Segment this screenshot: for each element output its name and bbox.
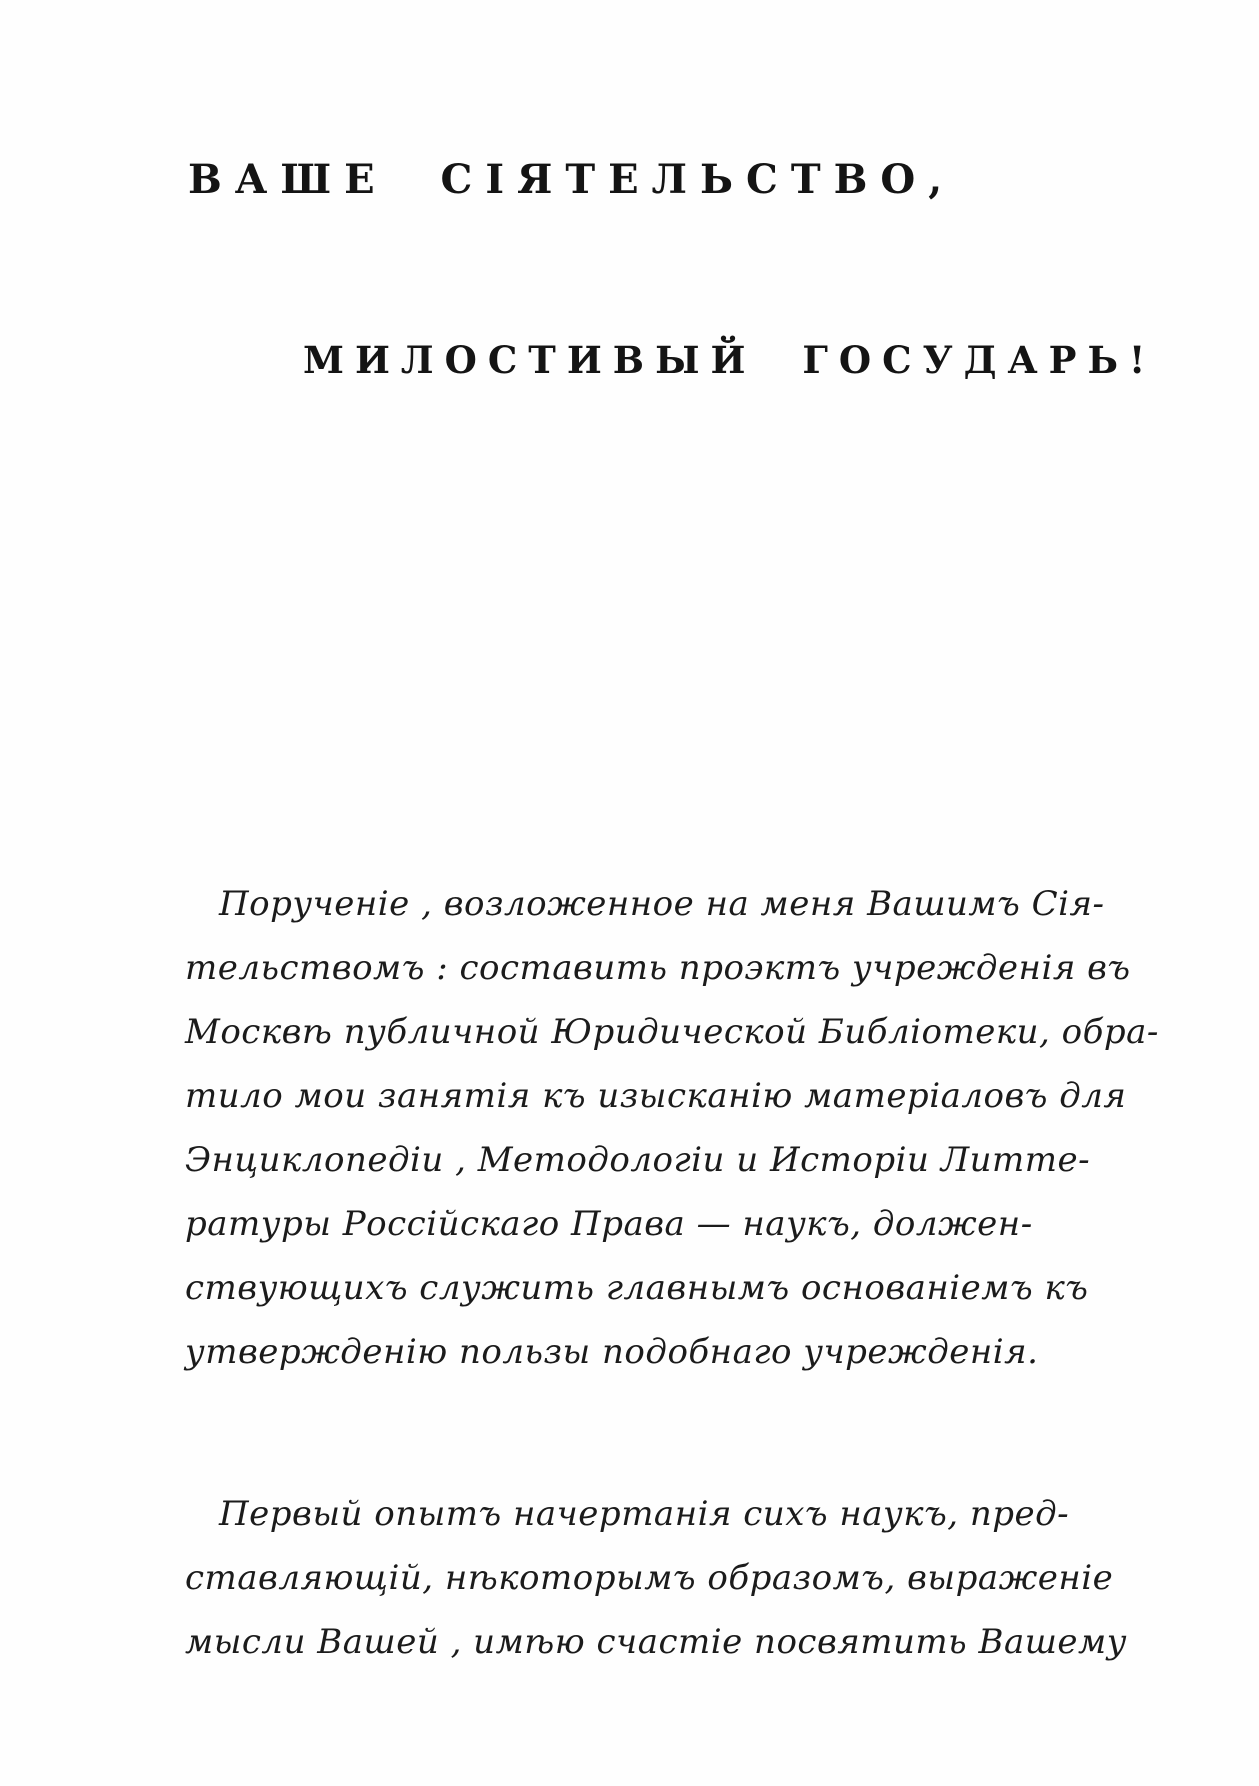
text-line: тило мои занятія къ изысканію матеріаловъ для [185, 1076, 1127, 1116]
text-line: Москвѣ публичной Юридической Библіотеки, обра- [185, 1012, 1159, 1052]
dedication-paragraph-1 [185, 872, 1159, 1384]
text-line: тельствомъ : составить проэктъ учрежденія въ [185, 948, 1131, 988]
heading-your-excellency: ВАШЕ СІЯТЕЛЬСТВО, [188, 156, 956, 203]
text-line: ствующихъ служить главнымъ основаніемъ къ [185, 1268, 1089, 1308]
text-line: ставляющій, нѣкоторымъ образомъ, выраженіе [185, 1558, 1114, 1598]
dedication-paragraph-2 [185, 1482, 1127, 1674]
text-line: Энциклопедіи , Методологіи и Исторіи Литте- [185, 1140, 1091, 1180]
text-line: Первый опытъ начертанія сихъ наукъ, пред- [219, 1494, 1070, 1534]
text-line: Порученіе , возложенное на меня Вашимъ Сія- [219, 884, 1105, 924]
text-line: утвержденію пользы подобнаго учрежденія. [185, 1332, 1039, 1372]
text-line: ратуры Россійскаго Права — наукъ, должен- [185, 1204, 1033, 1244]
heading-gracious-sovereign: МИЛОСТИВЫЙ ГОСУДАРЬ! [303, 338, 1157, 382]
text-line: мысли Вашей , имѣю счастіе посвятить Вашему [185, 1622, 1127, 1662]
